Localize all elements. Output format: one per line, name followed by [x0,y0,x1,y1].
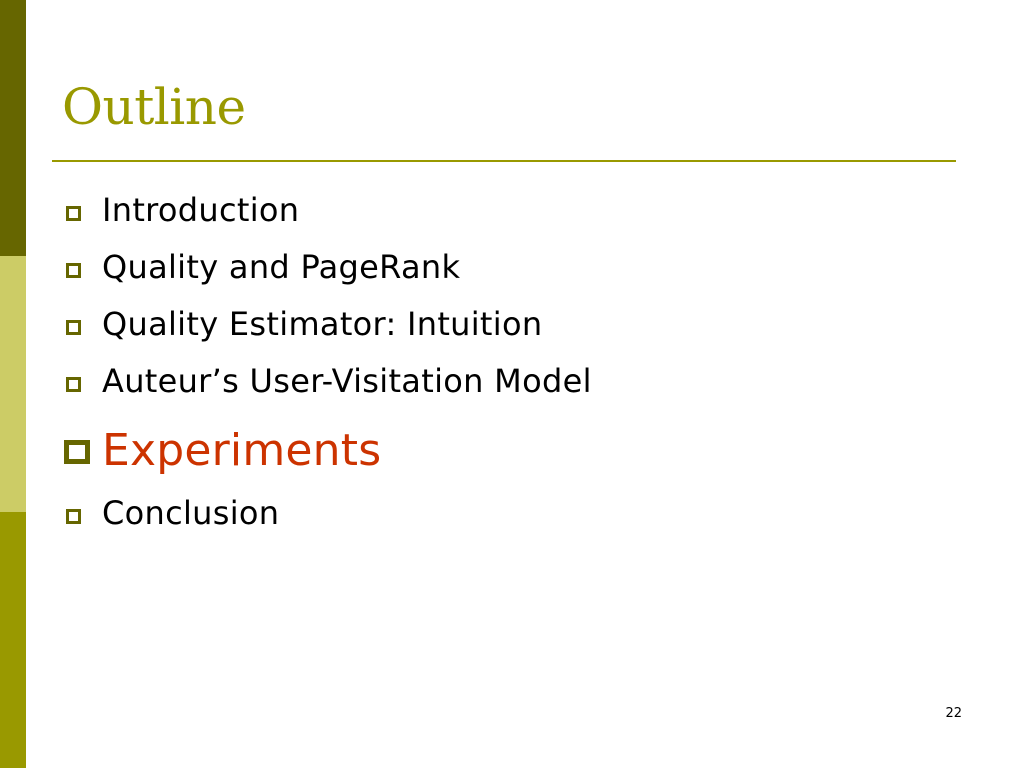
hollow-square-icon [66,320,81,335]
page-number: 22 [945,706,962,721]
sidebar-band-olive [0,512,26,768]
hollow-square-icon [66,206,81,221]
outline-item-label: Quality Estimator: Intuition [102,305,543,343]
sidebar-band-dark [0,0,26,256]
slide-title: Outline [62,78,246,136]
title-underline [52,160,956,162]
hollow-square-icon [66,377,81,392]
hollow-square-icon [66,509,81,524]
hollow-square-icon [64,440,90,464]
outline-item-label: Conclusion [102,494,280,532]
outline-item-label: Auteur’s User-Visitation Model [102,362,592,400]
hollow-square-icon [66,263,81,278]
outline-item-label-active: Experiments [102,425,382,476]
outline-item-label: Introduction [102,191,300,229]
outline-item-label: Quality and PageRank [102,248,461,286]
sidebar-band-light [0,256,26,512]
sidebar-decoration [0,0,26,768]
